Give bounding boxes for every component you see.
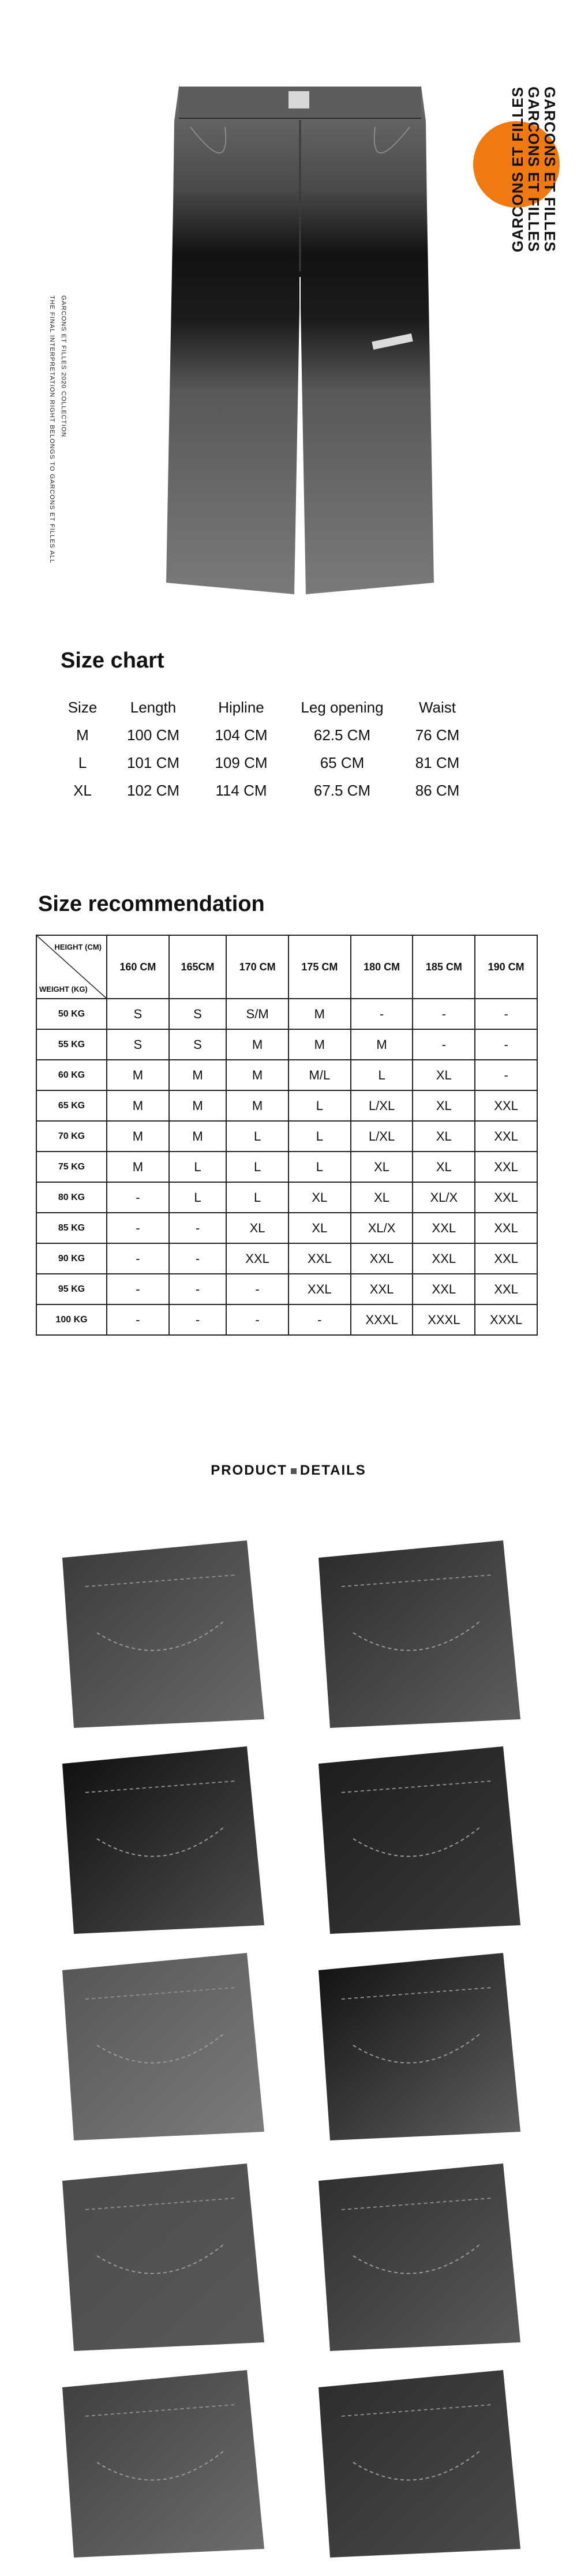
hero-section (0, 0, 577, 629)
size-cell: - (169, 1274, 226, 1304)
size-cell: M (288, 1029, 351, 1060)
hem-cuff-inside-photo (307, 1947, 525, 2143)
size-cell: XL (226, 1213, 288, 1243)
brand-text-line-2: GARCONS ET FILLES (525, 87, 542, 253)
size-cell: M (226, 1060, 288, 1090)
size-cell: XL/X (413, 1182, 475, 1213)
size-cell: L (288, 1121, 351, 1152)
side-note-line-1: THE FINAL INTERPRETATION RIGHT BELONGS TO GARCONS ET FILLES ALL (48, 295, 55, 564)
size-chart-row-l (57, 749, 475, 777)
size-cell: - (413, 999, 475, 1029)
size-chart-row-xl (57, 777, 475, 804)
weight-cell: 65 KG (36, 1090, 107, 1121)
recommendation-row (36, 1274, 537, 1304)
weight-cell: 50 KG (36, 999, 107, 1029)
recommendation-row (36, 1304, 537, 1335)
side-label-patch-photo (307, 1741, 525, 1937)
weight-cell: 55 KG (36, 1029, 107, 1060)
size-cell: XXXL (351, 1304, 413, 1335)
title-separator-icon (291, 1468, 297, 1474)
recommendation-row (36, 1182, 537, 1213)
size-cell: XXL (351, 1274, 413, 1304)
weight-cell: 60 KG (36, 1060, 107, 1090)
weight-cell: 100 KG (36, 1304, 107, 1335)
brand-text-line-3: GARCONS ET FILLES (509, 87, 526, 253)
size-cell: M (107, 1152, 169, 1182)
size-cell: M (226, 1090, 288, 1121)
size-cell: - (475, 1060, 537, 1090)
height-header: 180 CM (351, 935, 413, 999)
size-cell: - (226, 1274, 288, 1304)
size-cell: - (413, 1029, 475, 1060)
weight-cell: 75 KG (36, 1152, 107, 1182)
size-chart-header-row (57, 693, 475, 721)
size-cell: - (107, 1182, 169, 1213)
size-cell: L (351, 1060, 413, 1090)
size-cell: M (169, 1060, 226, 1090)
weight-cell: 80 KG (36, 1182, 107, 1213)
cell: 76 CM (415, 726, 460, 744)
size-cell: XXL (413, 1274, 475, 1304)
product-details-title-left: PRODUCT (211, 1463, 287, 1478)
size-chart-table (57, 693, 475, 804)
size-cell: M (169, 1090, 226, 1121)
corner-weight-label: WEIGHT (KG) (39, 985, 88, 993)
size-cell: XXL (288, 1243, 351, 1274)
size-cell: M (288, 999, 351, 1029)
back-pocket-corner-photo (307, 1535, 525, 1731)
brand-logo (473, 87, 565, 306)
size-cell: L/XL (351, 1090, 413, 1121)
size-chart-title: Size chart (61, 648, 164, 673)
size-cell: XXL (475, 1243, 537, 1274)
weight-cell: 70 KG (36, 1121, 107, 1152)
cell: 101 CM (126, 753, 180, 771)
hem-flat-photo (51, 1947, 269, 2143)
size-chart-row-m (57, 721, 475, 749)
size-cell: XXL (413, 1243, 475, 1274)
size-cell: XXL (413, 1213, 475, 1243)
size-cell: - (169, 1304, 226, 1335)
size-cell: XL (351, 1182, 413, 1213)
size-cell: XL (288, 1182, 351, 1213)
size-cell: - (351, 999, 413, 1029)
product-details-title (0, 1463, 577, 1479)
size-cell: M (107, 1060, 169, 1090)
size-cell: L (226, 1182, 288, 1213)
header-waist: Waist (418, 698, 456, 716)
cell: M (76, 726, 89, 744)
size-cell: M/L (288, 1060, 351, 1090)
size-recommendation-table (36, 935, 538, 1336)
cell: 102 CM (126, 781, 180, 799)
brand-text-line-1: GARCONS ET FILLES (541, 87, 559, 253)
cell: L (78, 753, 87, 771)
size-cell: L (288, 1152, 351, 1182)
size-cell: L (226, 1121, 288, 1152)
size-cell: XXXL (413, 1304, 475, 1335)
cell: 65 CM (320, 753, 365, 771)
size-cell: XL/X (351, 1213, 413, 1243)
size-cell: XL (413, 1060, 475, 1090)
size-cell: - (475, 999, 537, 1029)
weight-cell: 90 KG (36, 1243, 107, 1274)
size-cell: L (288, 1090, 351, 1121)
cell: XL (73, 781, 92, 799)
weight-cell: 85 KG (36, 1213, 107, 1243)
size-cell: M (169, 1121, 226, 1152)
size-cell: XL (288, 1213, 351, 1243)
height-header: 190 CM (475, 935, 537, 999)
cell: 114 CM (215, 781, 267, 799)
gradient-leg-photo (51, 1741, 269, 1937)
size-cell: M (351, 1029, 413, 1060)
size-cell: L/XL (351, 1121, 413, 1152)
size-cell: XL (413, 1090, 475, 1121)
size-cell: XXL (475, 1213, 537, 1243)
table-corner-cell (36, 935, 107, 999)
size-cell: L (169, 1152, 226, 1182)
header-size: Size (68, 698, 98, 716)
recommendation-row (36, 1060, 537, 1090)
cell: 67.5 CM (313, 781, 371, 799)
size-cell: - (107, 1274, 169, 1304)
size-cell: - (169, 1213, 226, 1243)
side-note-line-2: GARCONS ET FILLES 2020 COLLECTION (60, 295, 67, 438)
size-cell: XL (413, 1152, 475, 1182)
cell: 109 CM (215, 753, 268, 771)
size-cell: M (226, 1029, 288, 1060)
size-cell: - (107, 1304, 169, 1335)
size-cell: - (226, 1304, 288, 1335)
back-pockets-photo (51, 2158, 269, 2354)
header-hipline: Hipline (218, 698, 264, 716)
size-cell: M (107, 1090, 169, 1121)
size-cell: XXL (475, 1121, 537, 1152)
height-header: 165CM (169, 935, 226, 999)
recommendation-row (36, 1029, 537, 1060)
size-cell: - (169, 1243, 226, 1274)
size-cell: S/M (226, 999, 288, 1029)
jeans-main-image (156, 87, 444, 612)
recommendation-row (36, 1090, 537, 1121)
size-cell: - (475, 1029, 537, 1060)
recommendation-row (36, 999, 537, 1029)
recommendation-row (36, 1213, 537, 1243)
header-leg-opening: Leg opening (301, 698, 384, 716)
cell: 100 CM (126, 726, 180, 744)
size-cell: L (169, 1182, 226, 1213)
size-cell: L (226, 1152, 288, 1182)
recommendation-row (36, 1152, 537, 1182)
recommendation-header-row (36, 935, 537, 999)
size-cell: XL (413, 1121, 475, 1152)
size-cell: - (107, 1213, 169, 1243)
size-cell: S (169, 999, 226, 1029)
recommendation-row (36, 1121, 537, 1152)
coin-pocket-photo (307, 2364, 525, 2560)
size-cell: XXL (475, 1274, 537, 1304)
size-cell: XXL (475, 1090, 537, 1121)
size-cell: XXL (226, 1243, 288, 1274)
height-header: 185 CM (413, 935, 475, 999)
cell: 104 CM (215, 726, 268, 744)
cell: 86 CM (415, 781, 460, 799)
size-cell: XXL (475, 1182, 537, 1213)
back-pocket-closeup-photo (307, 2158, 525, 2354)
size-cell: XXL (288, 1274, 351, 1304)
front-pocket-photo (51, 2364, 269, 2560)
size-cell: - (107, 1243, 169, 1274)
weight-cell: 95 KG (36, 1274, 107, 1304)
cell: 81 CM (415, 753, 460, 771)
size-cell: XL (351, 1152, 413, 1182)
size-recommendation-title: Size recommendation (38, 892, 265, 916)
cell: 62.5 CM (313, 726, 371, 744)
size-cell: XXL (351, 1243, 413, 1274)
size-cell: XXXL (475, 1304, 537, 1335)
corner-height-label: HEIGHT (CM) (54, 943, 102, 951)
height-header: 170 CM (226, 935, 288, 999)
recommendation-row (36, 1243, 537, 1274)
waistband-front-photo (51, 1535, 269, 1731)
size-cell: S (107, 1029, 169, 1060)
size-cell: XXL (475, 1152, 537, 1182)
size-cell: S (107, 999, 169, 1029)
height-header: 160 CM (107, 935, 169, 999)
size-cell: M (107, 1121, 169, 1152)
header-length: Length (130, 698, 177, 716)
size-cell: - (288, 1304, 351, 1335)
height-header: 175 CM (288, 935, 351, 999)
product-details-title-right: DETAILS (299, 1463, 366, 1478)
size-cell: S (169, 1029, 226, 1060)
